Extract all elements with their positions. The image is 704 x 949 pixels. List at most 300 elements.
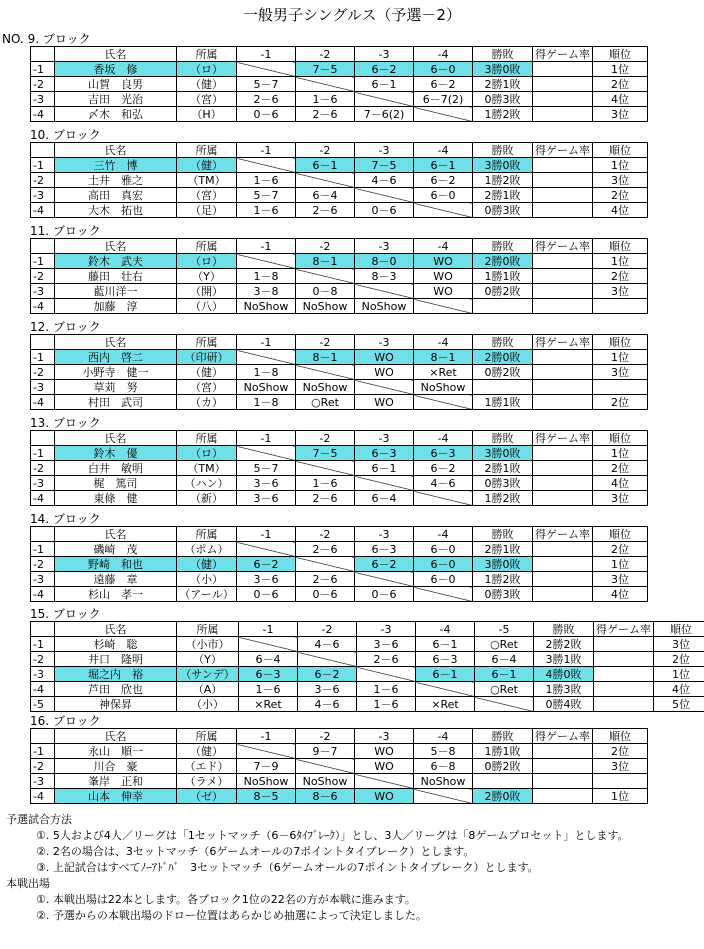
table-row [31, 203, 648, 218]
self-diagonal-cell [414, 491, 473, 506]
table-row [31, 107, 648, 122]
header-game-rate: 得ゲーム率 [533, 239, 593, 254]
player-number: -4 [31, 107, 55, 122]
self-diagonal-cell [416, 682, 475, 697]
self-diagonal-cell [414, 789, 473, 804]
header-opponent: -4 [414, 729, 473, 744]
player-club: （小市） [177, 637, 239, 652]
match-result: NoShow [414, 774, 473, 789]
header-opponent: -2 [296, 335, 355, 350]
match-result: WO [355, 350, 414, 365]
table-row [31, 269, 648, 284]
match-result: 8－1 [296, 350, 355, 365]
rank: 1位 [593, 158, 648, 173]
match-result: 6－0 [414, 62, 473, 77]
game-rate [533, 269, 593, 284]
block-title: 14. ブロック [30, 512, 101, 526]
header-number [31, 335, 55, 350]
match-result: WO [414, 254, 473, 269]
header-game-rate: 得ゲーム率 [533, 47, 593, 62]
player-name: 永山 順一 [55, 744, 177, 759]
header-number [31, 527, 55, 542]
match-result: WO [414, 284, 473, 299]
self-diagonal-cell [296, 461, 355, 476]
match-result: 3－6 [237, 572, 296, 587]
header-club: 所属 [177, 335, 237, 350]
player-club: （健） [177, 557, 237, 572]
match-result: 6－7(2) [414, 92, 473, 107]
win-loss: 1勝1敗 [473, 269, 533, 284]
player-club: （宮） [177, 92, 237, 107]
table-row [31, 350, 648, 365]
header-opponent: -2 [296, 143, 355, 158]
match-result: 6－4 [239, 652, 298, 667]
match-result: ×Ret [414, 365, 473, 380]
header-win-loss: 勝敗 [473, 143, 533, 158]
player-number: -1 [31, 62, 55, 77]
match-result: 6－3 [355, 446, 414, 461]
header-opponent: -3 [355, 47, 414, 62]
rank: 3位 [593, 107, 648, 122]
win-loss: 2勝1敗 [473, 542, 533, 557]
header-win-loss: 勝敗 [473, 431, 533, 446]
block-table [30, 238, 648, 314]
game-rate [594, 652, 654, 667]
header-opponent: -4 [414, 335, 473, 350]
match-result: 6－0 [414, 557, 473, 572]
header-opponent: -2 [296, 527, 355, 542]
header-game-rate: 得ゲーム率 [533, 143, 593, 158]
self-diagonal-cell [414, 107, 473, 122]
match-result: 0－6 [296, 587, 355, 602]
self-diagonal-cell [357, 667, 416, 682]
rank [593, 774, 648, 789]
header-opponent: -4 [414, 431, 473, 446]
game-rate [533, 461, 593, 476]
player-club: （開） [177, 284, 237, 299]
player-name: 磯崎 茂 [55, 542, 177, 557]
match-result: 4－6 [414, 476, 473, 491]
game-rate [533, 92, 593, 107]
header-game-rate: 得ゲーム率 [594, 622, 654, 637]
header-opponent: -3 [355, 729, 414, 744]
rank: 2位 [593, 188, 648, 203]
match-result: 6－4 [355, 491, 414, 506]
header-club: 所属 [177, 431, 237, 446]
method-item-2: ②. 2名の場合は、3セットマッチ（6ゲームオールの7ポイントタイブレーク）とします。 [36, 845, 475, 858]
player-number: -2 [31, 557, 55, 572]
header-game-rate: 得ゲーム率 [533, 335, 593, 350]
match-result: 1－6 [237, 203, 296, 218]
rank: 2位 [654, 652, 704, 667]
player-club: （宮） [177, 188, 237, 203]
header-name: 氏名 [55, 622, 177, 637]
match-result: 4－6 [298, 697, 357, 712]
win-loss: 0勝3敗 [473, 203, 533, 218]
match-result: 2－6 [296, 542, 355, 557]
player-club: （八） [177, 299, 237, 314]
header-opponent: -3 [355, 143, 414, 158]
block-title: 16. ブロック [30, 714, 101, 728]
player-number: -3 [31, 667, 55, 682]
match-result: 6－1 [296, 158, 355, 173]
match-result: 6－0 [414, 572, 473, 587]
self-diagonal-cell [414, 299, 473, 314]
table-row [31, 92, 648, 107]
rank: 4位 [593, 587, 648, 602]
player-number: -2 [31, 365, 55, 380]
match-result: 6－0 [414, 188, 473, 203]
match-result: NoShow [296, 299, 355, 314]
match-result: 6－3 [355, 542, 414, 557]
match-result: 8－6 [296, 789, 355, 804]
header-win-loss: 勝敗 [473, 239, 533, 254]
game-rate [533, 254, 593, 269]
rank [593, 299, 648, 314]
self-diagonal-cell [296, 557, 355, 572]
header-opponent: -4 [414, 143, 473, 158]
header-row [31, 239, 648, 254]
self-diagonal-cell [237, 350, 296, 365]
self-diagonal-cell [296, 77, 355, 92]
player-name: 遠藤 章 [55, 572, 177, 587]
game-rate [533, 158, 593, 173]
player-club: （小） [177, 697, 239, 712]
player-club: （健） [177, 365, 237, 380]
page-title: 一般男子シングルス（予選－2） [243, 6, 461, 24]
header-rank: 順位 [654, 622, 704, 637]
header-opponent: -2 [296, 729, 355, 744]
self-diagonal-cell [237, 744, 296, 759]
header-opponent: -4 [416, 622, 475, 637]
match-result: 7－6(2) [355, 107, 414, 122]
player-number: -2 [31, 269, 55, 284]
header-opponent: -4 [414, 527, 473, 542]
match-result: WO [414, 269, 473, 284]
match-result: 8－3 [355, 269, 414, 284]
self-diagonal-cell [298, 652, 357, 667]
win-loss: 2勝2敗 [534, 637, 594, 652]
win-loss: 0勝2敗 [473, 284, 533, 299]
header-rank: 順位 [593, 143, 648, 158]
block-table [30, 334, 648, 410]
player-name: 小野寺 健一 [55, 365, 177, 380]
rank: 3位 [593, 365, 648, 380]
match-result: 6－2 [414, 77, 473, 92]
table-row [31, 77, 648, 92]
win-loss: 3勝0敗 [473, 158, 533, 173]
player-number: -2 [31, 77, 55, 92]
header-opponent: -4 [414, 47, 473, 62]
match-result: 0－8 [296, 284, 355, 299]
self-diagonal-cell [237, 446, 296, 461]
player-number: -1 [31, 744, 55, 759]
match-result: 2－6 [357, 652, 416, 667]
game-rate [533, 587, 593, 602]
rank: 2位 [593, 744, 648, 759]
match-result: 6－2 [414, 173, 473, 188]
match-result: 6－1 [355, 461, 414, 476]
win-loss: 0勝2敗 [473, 365, 533, 380]
game-rate [533, 350, 593, 365]
player-club: （エド） [177, 759, 237, 774]
header-club: 所属 [177, 527, 237, 542]
match-result: WO [355, 365, 414, 380]
player-name: 村田 武司 [55, 395, 177, 410]
match-result: ×Ret [239, 697, 298, 712]
header-name: 氏名 [55, 47, 177, 62]
table-row [31, 697, 704, 712]
win-loss: 0勝3敗 [473, 476, 533, 491]
game-rate [533, 744, 593, 759]
table-row [31, 744, 648, 759]
header-row [31, 335, 648, 350]
header-win-loss: 勝敗 [473, 335, 533, 350]
header-rank: 順位 [593, 729, 648, 744]
match-result: 6－2 [237, 557, 296, 572]
table-row [31, 542, 648, 557]
player-number: -4 [31, 203, 55, 218]
player-number: -4 [31, 395, 55, 410]
player-name: 堀之内 裕 [55, 667, 177, 682]
player-club: （カ） [177, 395, 237, 410]
header-name: 氏名 [55, 239, 177, 254]
match-result: 1－8 [237, 365, 296, 380]
match-result: 1－8 [237, 269, 296, 284]
block-table [30, 621, 704, 712]
header-opponent: -1 [239, 622, 298, 637]
header-number [31, 729, 55, 744]
self-diagonal-cell [355, 476, 414, 491]
match-result: 6－8 [414, 759, 473, 774]
table-row [31, 476, 648, 491]
player-name: 土井 雅之 [55, 173, 177, 188]
table-row [31, 446, 648, 461]
header-game-rate: 得ゲーム率 [533, 729, 593, 744]
match-result: WO [355, 744, 414, 759]
match-result: ○Ret [296, 395, 355, 410]
table-row [31, 682, 704, 697]
header-club: 所属 [177, 239, 237, 254]
player-name: 藤田 壮右 [55, 269, 177, 284]
block-title: 11. ブロック [30, 224, 101, 238]
game-rate [533, 203, 593, 218]
header-rank: 順位 [593, 527, 648, 542]
player-number: -4 [31, 682, 55, 697]
match-result: 4－6 [298, 637, 357, 652]
self-diagonal-cell [237, 158, 296, 173]
header-row [31, 622, 704, 637]
self-diagonal-cell [414, 203, 473, 218]
header-rank: 順位 [593, 239, 648, 254]
game-rate [533, 299, 593, 314]
table-row [31, 380, 648, 395]
header-name: 氏名 [55, 335, 177, 350]
header-opponent: -1 [237, 729, 296, 744]
player-number: -1 [31, 446, 55, 461]
match-result: 7－5 [296, 62, 355, 77]
win-loss: 0勝3敗 [473, 92, 533, 107]
win-loss: 1勝2敗 [473, 107, 533, 122]
header-opponent: -4 [414, 239, 473, 254]
match-result: 5－7 [237, 188, 296, 203]
player-club: （ロ） [177, 62, 237, 77]
header-name: 氏名 [55, 143, 177, 158]
match-result: 6－1 [416, 637, 475, 652]
block-table [30, 430, 648, 506]
table-row [31, 759, 648, 774]
game-rate [533, 173, 593, 188]
player-number: -2 [31, 461, 55, 476]
player-club: （ロ） [177, 446, 237, 461]
method-title: 予選試合方法 [6, 813, 72, 826]
game-rate [594, 637, 654, 652]
match-result: 7－9 [237, 759, 296, 774]
win-loss: 3勝1敗 [534, 652, 594, 667]
game-rate [533, 395, 593, 410]
match-result: 1－6 [296, 92, 355, 107]
header-opponent: -2 [296, 431, 355, 446]
player-number: -3 [31, 92, 55, 107]
match-result: 6－3 [239, 667, 298, 682]
header-number [31, 143, 55, 158]
rank: 2位 [593, 461, 648, 476]
header-club: 所属 [177, 143, 237, 158]
player-club: （H） [177, 107, 237, 122]
player-name: 東條 健 [55, 491, 177, 506]
player-number: -1 [31, 542, 55, 557]
header-opponent: -3 [355, 239, 414, 254]
header-game-rate: 得ゲーム率 [533, 431, 593, 446]
rank: 4位 [593, 92, 648, 107]
player-number: -2 [31, 652, 55, 667]
match-result: WO [355, 789, 414, 804]
header-opponent: -1 [237, 143, 296, 158]
win-loss: 2勝1敗 [473, 188, 533, 203]
header-name: 氏名 [55, 527, 177, 542]
match-result: 4－6 [355, 173, 414, 188]
player-name: 杉崎 聡 [55, 637, 177, 652]
match-result: 6－1 [414, 158, 473, 173]
player-club: （TM） [177, 461, 237, 476]
win-loss: 3勝0敗 [473, 446, 533, 461]
rank: 3位 [593, 173, 648, 188]
self-diagonal-cell [355, 188, 414, 203]
win-loss: 1勝2敗 [473, 491, 533, 506]
player-club: （印研） [177, 350, 237, 365]
win-loss: 0勝3敗 [473, 587, 533, 602]
win-loss: 0勝4敗 [534, 697, 594, 712]
header-win-loss: 勝敗 [473, 729, 533, 744]
header-number [31, 431, 55, 446]
header-club: 所属 [177, 622, 239, 637]
match-result: 3－6 [357, 637, 416, 652]
rank: 2位 [593, 77, 648, 92]
match-result: ○Ret [475, 682, 534, 697]
player-name: 藍川洋一 [55, 284, 177, 299]
table-row [31, 652, 704, 667]
table-row [31, 491, 648, 506]
win-loss: 1勝2敗 [473, 173, 533, 188]
self-diagonal-cell [296, 365, 355, 380]
player-number: -3 [31, 380, 55, 395]
player-name: 大木 拓也 [55, 203, 177, 218]
player-name: 〆木 和弘 [55, 107, 177, 122]
match-result: 1－6 [357, 697, 416, 712]
player-name: 鈴木 優 [55, 446, 177, 461]
header-win-loss: 勝敗 [473, 527, 533, 542]
header-club: 所属 [177, 47, 237, 62]
match-result: 3－6 [298, 682, 357, 697]
player-name: 加藤 淳 [55, 299, 177, 314]
header-name: 氏名 [55, 729, 177, 744]
self-diagonal-cell [296, 269, 355, 284]
table-row [31, 587, 648, 602]
table-row [31, 158, 648, 173]
win-loss: 4勝0敗 [534, 667, 594, 682]
match-result: NoShow [355, 299, 414, 314]
player-name: 三竹 博 [55, 158, 177, 173]
table-row [31, 365, 648, 380]
win-loss [473, 299, 533, 314]
match-result: 1－6 [296, 476, 355, 491]
rank: 4位 [593, 476, 648, 491]
game-rate [533, 380, 593, 395]
match-result: 6－0 [414, 542, 473, 557]
player-name: 芦田 欣也 [55, 682, 177, 697]
player-name: 井口 隆明 [55, 652, 177, 667]
player-club: （宮） [177, 380, 237, 395]
match-result: 2－6 [296, 203, 355, 218]
self-diagonal-cell [237, 62, 296, 77]
player-club: （Y） [177, 269, 237, 284]
match-result: 0－6 [355, 203, 414, 218]
player-name: 白井 敏明 [55, 461, 177, 476]
player-number: -3 [31, 774, 55, 789]
match-result: 1－6 [237, 173, 296, 188]
player-number: -5 [31, 697, 55, 712]
player-name: 梶 篤司 [55, 476, 177, 491]
rank: 1位 [654, 667, 704, 682]
game-rate [533, 476, 593, 491]
player-club: （TM） [177, 173, 237, 188]
rank: 1位 [593, 350, 648, 365]
block-title: 10. ブロック [30, 128, 101, 142]
player-number: -3 [31, 188, 55, 203]
player-name: 山賀 良男 [55, 77, 177, 92]
table-row [31, 284, 648, 299]
block-title: 15. ブロック [30, 607, 101, 621]
game-rate [533, 188, 593, 203]
self-diagonal-cell [355, 284, 414, 299]
self-diagonal-cell [237, 254, 296, 269]
game-rate [533, 774, 593, 789]
self-diagonal-cell [355, 572, 414, 587]
player-club: （サンデ） [177, 667, 239, 682]
rank: 3位 [593, 572, 648, 587]
header-rank: 順位 [593, 431, 648, 446]
game-rate [533, 557, 593, 572]
match-result: NoShow [237, 299, 296, 314]
header-opponent: -3 [355, 335, 414, 350]
match-result: 9－7 [296, 744, 355, 759]
player-club: （Y） [177, 652, 239, 667]
self-diagonal-cell [239, 637, 298, 652]
block-title: NO. 9. ブロック [2, 32, 91, 46]
match-result: 0－6 [237, 587, 296, 602]
match-result: NoShow [296, 380, 355, 395]
player-name: 川合 豪 [55, 759, 177, 774]
